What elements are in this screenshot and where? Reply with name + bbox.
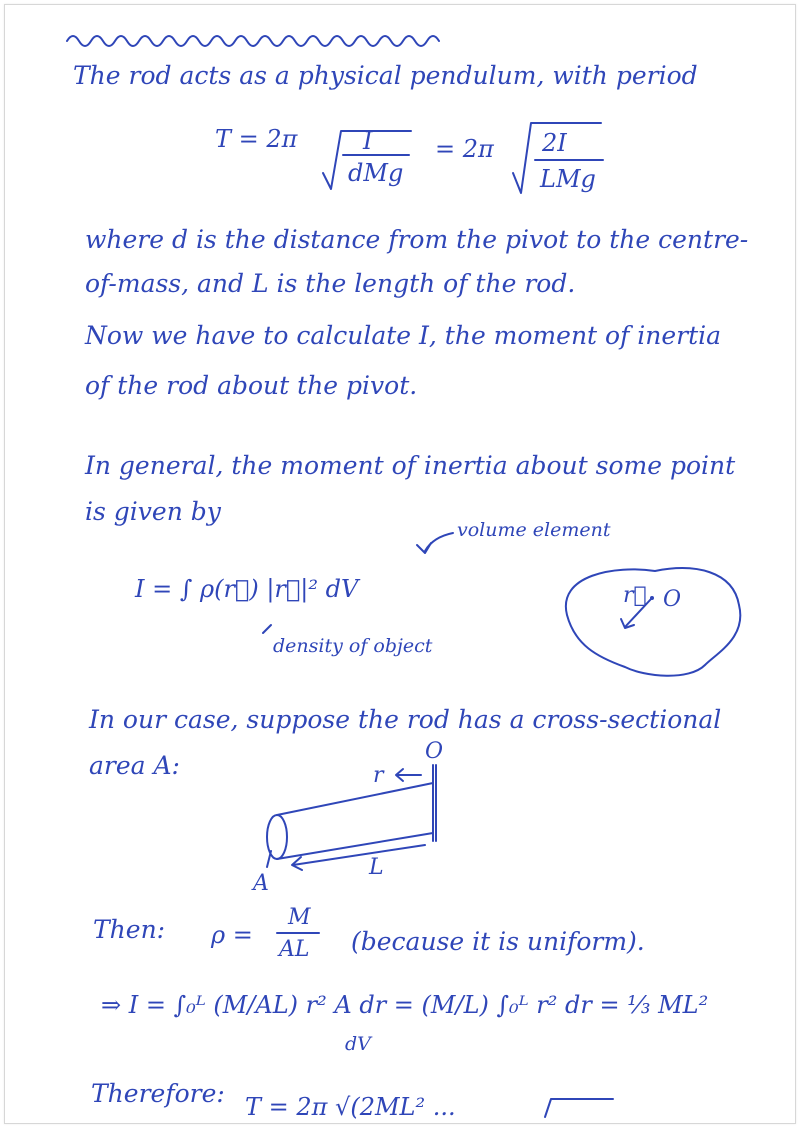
blob-vector-label: r⃗ (623, 583, 647, 608)
rho-numerator: M (288, 905, 311, 930)
period-frac1-den: dMg (348, 159, 404, 187)
final-dv-note: dV (345, 1033, 371, 1055)
final-equation: ⇒ I = ∫₀ᴸ (M/AL) r² A dr = (M/L) ∫₀ᴸ r² dr = ⅓ ML² (101, 991, 709, 1019)
text-line-3: of-mass, and L is the length of the rod. (85, 269, 576, 298)
text-line-10: Then: (93, 915, 166, 944)
density-note: density of object (273, 635, 433, 657)
text-line-7: is given by (85, 497, 221, 526)
period-frac1-num: I (363, 127, 373, 155)
rod-label-r: r (373, 763, 384, 788)
text-line-9: area A: (89, 751, 180, 780)
therefore-partial: T = 2π √(2ML² ... (245, 1093, 456, 1121)
blob-origin-label: O (663, 587, 682, 612)
period-frac2-den: LMg (540, 165, 596, 193)
text-line-8: In our case, suppose the rod has a cross-sectional (89, 705, 722, 734)
period-frac2-num: 2I (542, 129, 567, 157)
therefore-sqrt-2 (5, 5, 795, 1124)
text-line-11: (because it is uniform). (351, 927, 645, 956)
inertia-definition: I = ∫ ρ(r⃗) |r⃗|² dV (135, 575, 359, 603)
text-line-12: Therefore: (91, 1079, 225, 1108)
rho-lhs: ρ = (211, 921, 253, 949)
text-line-2: where d is the distance from the pivot to the centre- (85, 225, 749, 254)
notebook-page (4, 4, 796, 1124)
text-line-4: Now we have to calculate I, the moment of inertia (85, 321, 722, 350)
rod-label-l: L (369, 855, 384, 880)
rod-label-o: O (425, 739, 444, 764)
text-line-1: The rod acts as a physical pendulum, with period (73, 61, 698, 90)
rho-denominator: AL (279, 937, 310, 962)
rod-label-a: A (253, 871, 269, 896)
period-mid: = 2π (435, 135, 494, 163)
text-line-6: In general, the moment of inertia about some point (85, 451, 736, 480)
text-line-5: of the rod about the pivot. (85, 371, 418, 400)
volume-element-note: volume element (457, 519, 611, 541)
period-lhs: T = 2π (215, 125, 298, 153)
